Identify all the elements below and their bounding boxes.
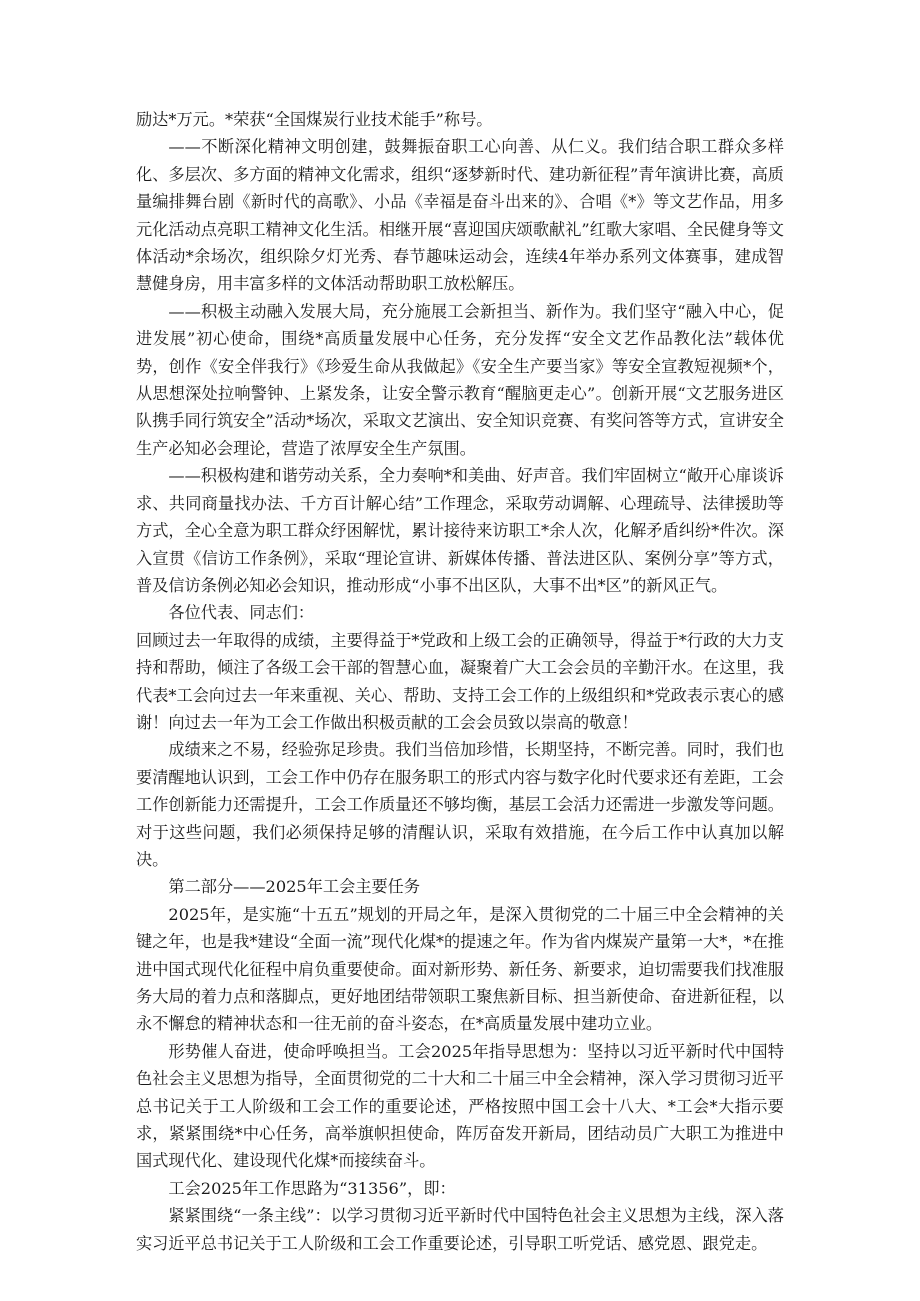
document-body — [136, 106, 784, 1257]
paragraph-award: 励达*万元。*荣获“全国煤炭行业技术能手”称号。 — [136, 110, 493, 129]
paragraph-achievements: 成绩来之不易，经验弥足珍贵。我们当倍加珍惜，长期坚持，不断完善。同时，我们也要清醒地认识到，工会工作中仍存在服务职工的形式内容与数字化时代要求还有差距，工会工作创新能力还需提升，工会工作质量还不够均衡，基层工会活力还需进一步激发等问题。对于这些问题，我们必须保持足够的清醒认识，采取有效措施，在今后工作中认真加以解决。 — [136, 740, 784, 869]
paragraph-main-line: 紧紧围绕“一条主线”：以学习贯彻习近平新时代中国特色社会主义思想为主线，深入落实习近平总书记关于工人阶级和工会工作重要论述，引导职工听党话、感党恩、跟党走。 — [136, 1206, 784, 1253]
paragraph-spiritual-civilization: ——不断深化精神文明创建，鼓舞振奋职工心向善、从仁义。我们结合职工群众多样化、多层次、多方面的精神文化需求，组织“逐梦新时代、建功新征程”青年演讲比赛，高质量编排舞台剧《新时代的高歌》、小品《幸福是奋斗出来的》、合唱《*》等文艺作品，用多元化活动点亮职工精神文化生活。相继开展“喜迎国庆颂歌献礼”红歌大家唱、全民健身等文体活动*余场次，组织除夕灯光秀、春节趣味运动会，连续4年举办系列文体赛事，建成智慧健身房，用丰富多样的文体活动帮助职工放松解压。 — [136, 137, 784, 294]
paragraph-guiding-ideology: 形势催人奋进，使命呼唤担当。工会2025年指导思想为：坚持以习近平新时代中国特色社会主义思想为指导，全面贯彻党的二十大和二十届三中全会精神，深入学习贯彻习近平总书记关于工人阶级和工会工作的重要论述，严格按照中国工会十八大、*工会*大指示要求，紧紧围绕*中心任务，高举旗帜担使命，阵厉奋发开新局，团结动员广大职工为推进中国式现代化、建设现代化煤*而接续奋斗。 — [136, 1041, 784, 1171]
paragraph-2025-context: 2025年，是实施“十五五”规划的开局之年，是深入贯彻党的二十届三中全会精神的关键之年，也是我*建设“全面一流”现代化煤*的提速之年。作为省内煤炭产量第一大*，*在推进中国式现代化征程中肩负重要使命。面对新形势、新任务、新要求，迫切需要我们找准服务大局的着力点和落脚点，更好地团结带领职工聚焦新目标、担当新使命、奋进新征程，以永不懈怠的精神状态和一往无前的奋斗姿态，在*高质量发展中建功立业。 — [136, 904, 784, 1034]
paragraph-development-integration: ——积极主动融入发展大局，充分施展工会新担当、新作为。我们坚守“融入中心，促进发展”初心使命，围绕*高质量发展中心任务，充分发挥“安全文艺作品教化法”载体优势，创作《安全伴我行》《珍爱生命从我做起》《安全生产要当家》等安全宣教短视频*个，从思想深处拉响警钟、上紧发条，让安全警示教育“醒脑更走心”。创新开展“文艺服务进区队携手同行筑安全”活动*场次，采取文艺演出、安全知识竞赛、有奖问答等方式，宣讲安全生产必知必会理论，营造了浓厚安全生产氛围。 — [136, 301, 784, 458]
paragraph-salutation: 各位代表、同志们： — [168, 603, 315, 623]
paragraph-work-approach: 工会2025年工作思路为“31356”，即： — [168, 1178, 456, 1198]
section-heading-part-two: 第二部分——2025年工会主要任务 — [168, 877, 421, 897]
paragraph-labor-relations: ——积极构建和谐劳动关系，全力奏响*和美曲、好声音。我们牢固树立“敞开心扉谈诉求、共同商量找办法、千方百计解心结”工作理念，采取劳动调解、心理疏导、法律援助等方式，全心全意为职工群众纾困解忧，累计接待来访职工*余人次，化解矛盾纠纷*件次。深入宣贯《信访工作条例》，采取“理论宣讲、新媒体传播、普法进区队、案例分享”等方式，普及信访条例必知必会知识，推动形成“小事不出区队，大事不出*区”的新风正气。 — [136, 466, 784, 595]
paragraph-review: 回顾过去一年取得的成绩，主要得益于*党政和上级工会的正确领导，得益于*行政的大力支持和帮助，倾注了各级工会干部的智慧心血，凝聚着广大工会会员的辛勤汗水。在这里，我代表*工会向过去一年来重视、关心、帮助、支持工会工作的上级组织和*党政表示衷心的感谢！向过去一年为工会工作做出积极贡献的工会会员致以崇高的敬意！ — [136, 630, 784, 732]
